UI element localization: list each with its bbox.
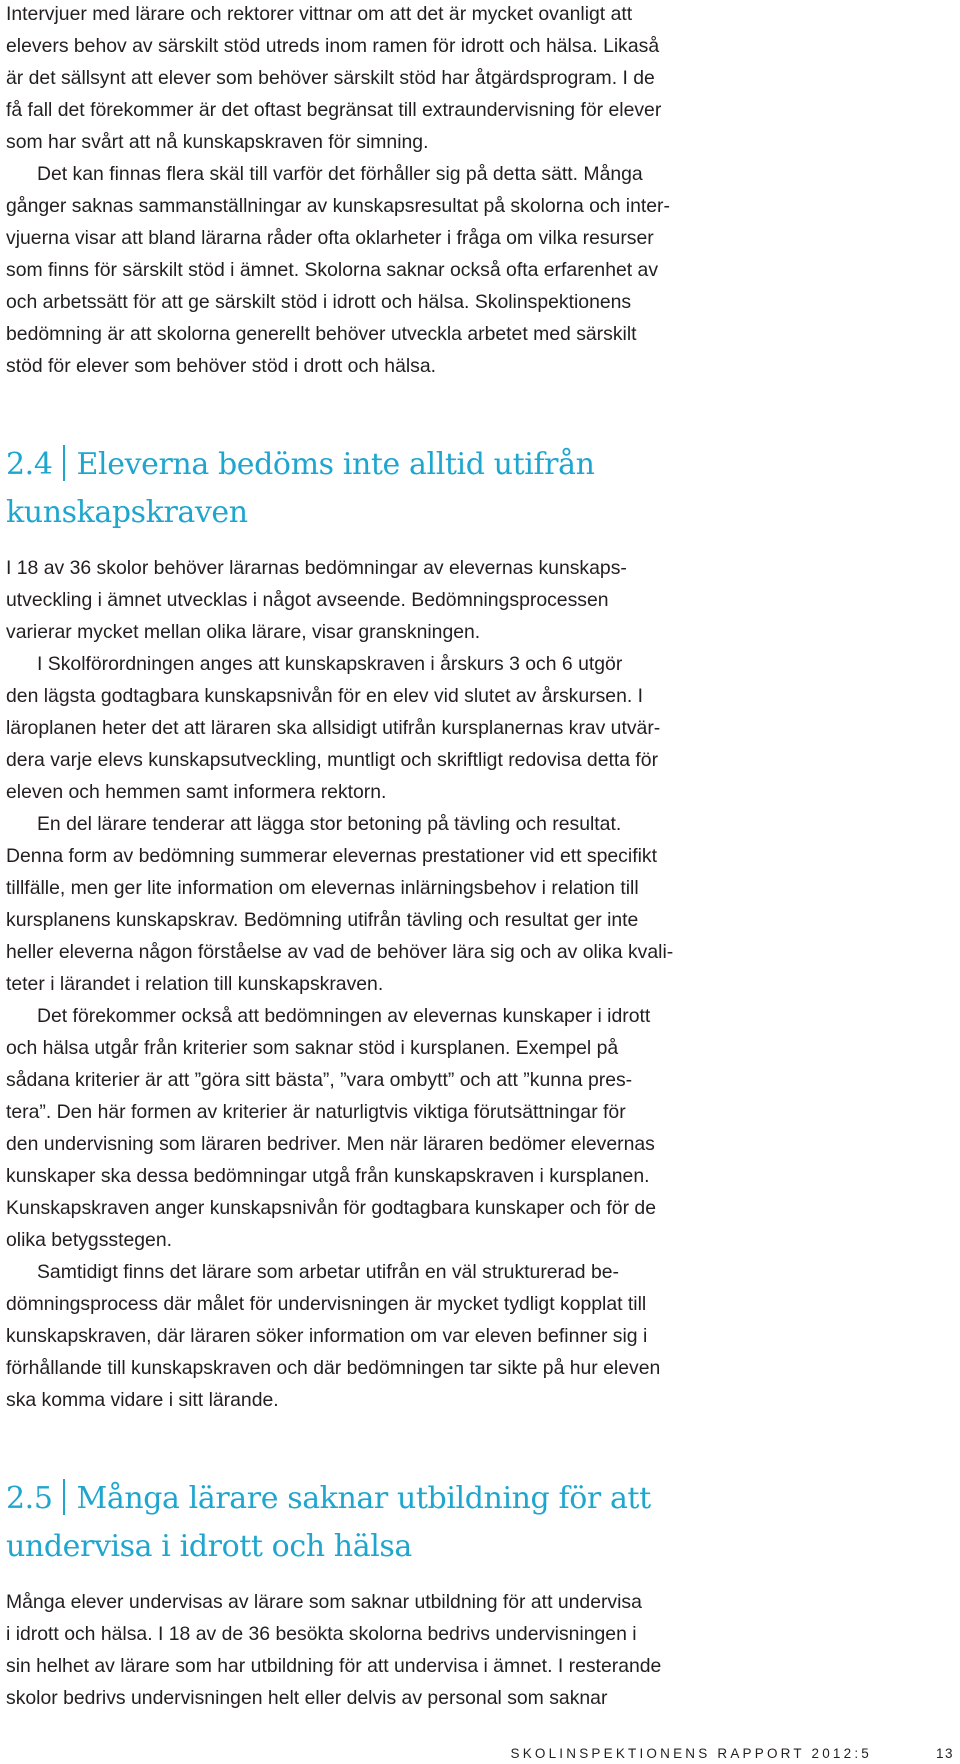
text-line: kunskapskraven, där läraren söker information om var eleven befinner sig i xyxy=(6,1325,648,1347)
text-line: sin helhet av lärare som har utbildning för att undervisa i ämnet. I resterande xyxy=(6,1655,662,1677)
text-line: Många elever undervisas av lärare som saknar utbildning för att undervisa xyxy=(6,1591,642,1613)
heading-divider xyxy=(63,1479,65,1515)
text-line: som har svårt att nå kunskapskraven för simning. xyxy=(6,131,429,153)
text-line: den lägsta godtagbara kunskapsnivån för en elev vid slutet av årskursen. I xyxy=(6,685,644,707)
section-2-4-paragraph-3 xyxy=(6,808,806,1000)
running-title: SKOLINSPEKTIONENS RAPPORT 2012:5 xyxy=(510,1746,872,1761)
text-line: eleven och hemmen samt informera rektorn. xyxy=(6,781,387,803)
text-line: Samtidigt finns det lärare som arbetar utifrån en väl strukturerad be- xyxy=(37,1261,619,1283)
section-2-5-paragraph-1 xyxy=(6,1586,806,1714)
text-line: stöd för elever som behöver stöd i drott och hälsa. xyxy=(6,355,437,377)
section-number: 2.4 xyxy=(6,447,53,482)
text-line: kunskaper ska dessa bedömningar utgå från kunskapskraven i kursplanen. xyxy=(6,1165,650,1187)
heading-divider xyxy=(63,445,65,481)
section-title-line: kunskapskraven xyxy=(6,495,248,530)
text-line: Det förekommer också att bedömningen av elevernas kunskaper i idrott xyxy=(37,1005,651,1027)
text-line: få fall det förekommer är det oftast begränsat till extraundervisning för elever xyxy=(6,99,662,121)
page-number: 13 xyxy=(935,1746,954,1761)
page-footer xyxy=(0,1744,960,1764)
section-number: 2.5 xyxy=(6,1481,53,1516)
text-line: förhållande till kunskapskraven och där bedömningen tar sikte på hur eleven xyxy=(6,1357,661,1379)
section-title-line: undervisa i idrott och hälsa xyxy=(6,1529,412,1564)
text-line: elevers behov av särskilt stöd utreds inom ramen för idrott och hälsa. Likaså xyxy=(6,35,660,57)
text-line: utveckling i ämnet utvecklas i något avseende. Bedömningsprocessen xyxy=(6,589,609,611)
section-2-4-paragraph-2 xyxy=(6,648,806,808)
section-title-line: Många lärare saknar utbildning för att xyxy=(76,1481,651,1516)
text-line: som finns för särskilt stöd i ämnet. Skolorna saknar också ofta erfarenhet av xyxy=(6,259,659,281)
text-line: kursplanens kunskapskrav. Bedömning utifrån tävling och resultat ger inte xyxy=(6,909,639,931)
text-line: läroplanen heter det att läraren ska allsidigt utifrån kursplanernas krav utvär- xyxy=(6,717,661,739)
text-line: bedömning är att skolorna generellt behöver utveckla arbetet med särskilt xyxy=(6,323,637,345)
text-line: heller eleverna någon förståelse av vad de behöver lära sig och av olika kvali- xyxy=(6,941,674,963)
text-line: ska komma vidare i sitt lärande. xyxy=(6,1389,279,1411)
text-line: dömningsprocess där målet för undervisningen är mycket tydligt kopplat till xyxy=(6,1293,647,1315)
section-title-line: Eleverna bedöms inte alltid utifrån xyxy=(76,447,595,482)
text-line: En del lärare tenderar att lägga stor betoning på tävling och resultat. xyxy=(37,813,622,835)
text-line: och hälsa utgår från kriterier som saknar stöd i kursplanen. Exempel på xyxy=(6,1037,619,1059)
text-line: Intervjuer med lärare och rektorer vittnar om att det är mycket ovanligt att xyxy=(6,3,633,25)
text-line: Det kan finnas flera skäl till varför det förhåller sig på detta sätt. Många xyxy=(37,163,643,185)
text-line: dera varje elevs kunskapsutveckling, muntligt och skriftligt redovisa detta för xyxy=(6,749,659,771)
section-2-4-paragraph-1 xyxy=(6,552,806,648)
intro-paragraph-1 xyxy=(6,0,806,158)
text-line: tera”. Den här formen av kriterier är naturligtvis viktiga förutsättningar för xyxy=(6,1101,626,1123)
text-line: är det sällsynt att elever som behöver särskilt stöd har åtgärdsprogram. I de xyxy=(6,67,655,89)
section-heading-2-4 xyxy=(6,441,806,537)
text-line: Kunskapskraven anger kunskapsnivån för godtagbara kunskaper och för de xyxy=(6,1197,656,1219)
text-line: olika betygsstegen. xyxy=(6,1229,173,1251)
text-line: Denna form av bedömning summerar elevernas prestationer vid ett specifikt xyxy=(6,845,657,867)
text-line: vjuerna visar att bland lärarna råder ofta oklarheter i fråga om vilka resurser xyxy=(6,227,654,249)
text-line: den undervisning som läraren bedriver. Men när läraren bedömer elevernas xyxy=(6,1133,655,1155)
text-line: I Skolförordningen anges att kunskapskraven i årskurs 3 och 6 utgör xyxy=(37,653,623,675)
text-line: gånger saknas sammanställningar av kunskapsresultat på skolorna och inter- xyxy=(6,195,670,217)
section-2-4-paragraph-5 xyxy=(6,1256,806,1416)
text-line: skolor bedrivs undervisningen helt eller delvis av personal som saknar xyxy=(6,1687,608,1709)
section-2-4-paragraph-4 xyxy=(6,1000,806,1256)
section-heading-2-5 xyxy=(6,1475,806,1571)
text-line: i idrott och hälsa. I 18 av de 36 besökta skolorna bedrivs undervisningen i xyxy=(6,1623,637,1645)
intro-paragraph-2 xyxy=(6,158,806,382)
text-line: och arbetssätt för att ge särskilt stöd i idrott och hälsa. Skolinspektionens xyxy=(6,291,632,313)
text-line: teter i lärandet i relation till kunskapskraven. xyxy=(6,973,384,995)
text-line: varierar mycket mellan olika lärare, visar granskningen. xyxy=(6,621,481,643)
text-line: I 18 av 36 skolor behöver lärarnas bedömningar av elevernas kunskaps- xyxy=(6,557,627,579)
text-line: sådana kriterier är att ”göra sitt bästa”, ”vara ombytt” och att ”kunna pres- xyxy=(6,1069,633,1091)
document-page xyxy=(6,0,806,1714)
text-line: tillfälle, men ger lite information om elevernas inlärningsbehov i relation till xyxy=(6,877,639,899)
